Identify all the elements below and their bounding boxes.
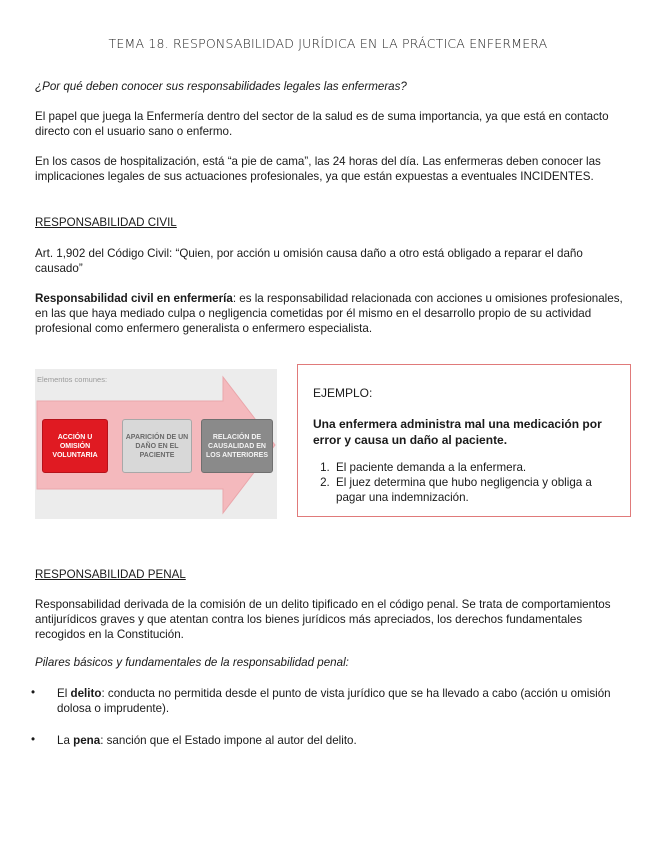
pillar-delito-text: : conducta no permitida desde el punto de vista jurídico que se ha llevado a cabo (acción u omisión dolosa o imprudente). — [57, 687, 611, 715]
example-title: EJEMPLO: — [313, 386, 373, 400]
pillar-delito-term: delito — [70, 687, 102, 700]
pillar-pena-term: pena — [73, 734, 101, 747]
civil-article: Art. 1,902 del Código Civil: “Quien, por acción u omisión causa daño a otro está obligado a reparar el daño causado” — [35, 247, 583, 275]
page-title: TEMA 18. RESPONSABILIDAD JURÍDICA EN LA PRÁCTICA ENFERMERA — [108, 36, 548, 51]
example-list — [313, 460, 623, 505]
diagram-label: Elementos comunes: — [37, 375, 108, 384]
example-box — [297, 364, 631, 517]
action-omission-box: ACCIÓN U OMISIÓN VOLUNTARIA — [42, 419, 108, 473]
pillar-delito-prefix: El — [57, 687, 71, 700]
pillar-pena-prefix: La — [57, 734, 74, 747]
example-item: 1. El paciente demanda a la enfermera. — [333, 460, 623, 475]
civil-definition-text: : es la responsabilidad relacionada con acciones u omisiones profesionales, en las que haya mediado culpa o negligencia cometidas por él mismo en el desarrollo propio de su actividad profesional como enfermero generalista o enfermero especialista. — [35, 292, 623, 335]
intro-question: ¿Por qué deben conocer sus responsabilidades legales las enfermeras? — [35, 80, 407, 93]
bullet-icon: • — [31, 686, 36, 699]
bullet-icon: • — [31, 733, 36, 746]
civil-definition-term: Responsabilidad civil en enfermería — [35, 292, 233, 305]
pillar-delito — [57, 686, 627, 716]
damage-appearance-box: APARICIÓN DE UN DAÑO EN EL PACIENTE — [122, 419, 192, 473]
civil-definition — [35, 291, 625, 336]
pillar-pena-text: : sanción que el Estado impone al autor del delito. — [100, 734, 357, 747]
causality-box: RELACIÓN DE CAUSALIDAD EN LOS ANTERIORES — [201, 419, 273, 473]
example-statement: Una enfermera administra mal una medicación por error y causa un daño al paciente. — [313, 417, 602, 447]
paragraph-role: El papel que juega la Enfermería dentro del sector de la salud es de suma importancia, ya que está en contacto directo con el usuario sano o enfermo. — [35, 110, 609, 138]
example-item: 2. El juez determina que hubo negligencia y obliga a pagar una indemnización. — [333, 475, 623, 505]
penal-heading: RESPONSABILIDAD PENAL — [35, 568, 186, 581]
pillar-pena — [57, 733, 627, 748]
civil-heading: RESPONSABILIDAD CIVIL — [35, 216, 177, 229]
common-elements-diagram — [35, 369, 277, 519]
penal-pillars-intro: Pilares básicos y fundamentales de la responsabilidad penal: — [35, 656, 349, 669]
penal-definition: Responsabilidad derivada de la comisión de un delito tipificado en el código penal. Se trata de comportamientos antijurídicos graves y que atentan contra los bienes jurídicos más apreciados, los derechos fundamentales recogidos en la Constitución. — [35, 598, 611, 641]
paragraph-hospitalization: En los casos de hospitalización, está “a pie de cama”, las 24 horas del día. Las enfermeras deben conocer las implicaciones legales de sus actuaciones profesionales, ya que están expuestas a eventuales INCIDENTES. — [35, 155, 601, 183]
